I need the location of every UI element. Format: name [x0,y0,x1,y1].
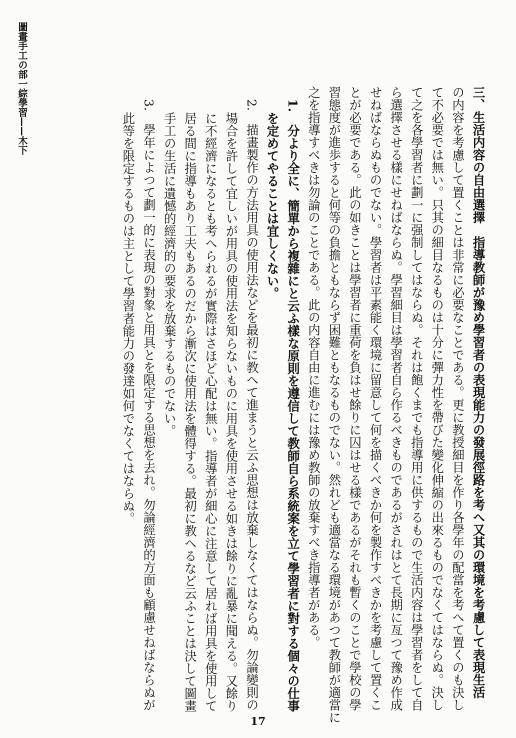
text-line-7: とが必要である。此の如きことは學習者に重荷を負はせ餘りに囚はせる樣であるがそれも暫くのことで學校の學 [347,86,362,711]
text-line-9: 之を指導すべきは勿論のことである。此の内容自由に進むには豫め教師の放棄すべき指導者がある。 [306,86,321,649]
text-line-15: 居る間に指導もあり工夫もあるのだから漸次に使用法を體得する。最初に教へるなど云ふことは決して圖畫 [182,112,197,712]
text-line-8: 習態度が進歩すると何等の負擔ともならず困難ともなるものでない。然れども適當なる環境があつて教師が適當に [326,86,341,724]
page-number: 17 [250,715,266,728]
text-line-4: て之を各學習者に劃一に强制してはならぬ。それは飽くまでも指導用に供するもので生活内容は學習者をして自 [409,86,424,711]
text-line-18: 此等を限定するものは主として學習者能力の發達如何でなくてはならぬ。 [120,112,135,525]
text-line-5: ら選擇させる樣にせねばならぬ。學習細目は學習者自ら作るべきものであるがされはとて長期に亙つて豫め作成 [388,86,403,711]
text-line-14: に不經濟になるとも考へられるが實際はさほど心配は無い。指導者が細心に注意して居れば用具を使用して [203,112,218,712]
text-line-2: の内容を考慮して置くことは非常に必要なことである。更に教授細目を作り各學年の配當を考へて置くのも決し [450,86,465,711]
text-line-13: 場合を許して宜しいが用具の使用法を知らないものに用具を使用させる如きは餘りに亂暴に聞える。又餘り [223,112,238,712]
text-line-3: て不必要では無い。只其の細目なるものは十分に彈力性を帶びた變化伸縮の出來るものでなくてはならぬ。決し [429,86,444,711]
text-line-17: 3. 學年によつて劃一的に表現の對象と用具とを限定する思想を去れ。勿論經濟的方面も顧慮せねばならぬが [141,99,156,712]
text-line-16: 手工の生活に遺憾的經濟的の要求を放棄するものでない。 [162,112,177,437]
text-line-6: せねばならぬものでない。學習者は平素能く環境に留意して何を描くべきか何を製作すべきかを考慮して置くこ [368,86,383,711]
text-line-11: を定めてやることは宜しくない。 [265,112,281,300]
running-head: 圖畫手工の部一綜學習——木下 [16,22,27,155]
text-line-12: 2. 描畫製作の方法用具の使用法などを最初に教へて進まうと云ふ思想は放棄しなくてはならぬ。勿論變則の [244,99,259,712]
text-line-1: 三、生活内容の自由選擇 指導教師が豫め學習者の表現能力の發展徑路を考へ又其の環境を考慮して表現生活 [471,86,486,699]
text-line-10: 1. 分より全に、簡單から複雜にと云ふ樣な原則を遵信して教師自ら系統案を立て學習者に對する個々の仕事 [285,99,301,713]
